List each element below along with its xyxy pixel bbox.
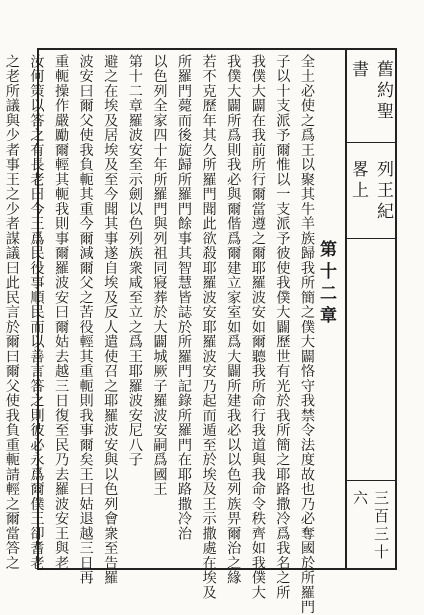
margin-header-column — [347, 48, 397, 570]
header-divider — [347, 480, 395, 481]
text-column: 之老所議與少者事王之少者謀議曰此民言於爾曰爾父使我負重軛請輕之爾當答之 — [3, 54, 20, 571]
text-column: 以色列全家四十年所羅門與列祖同寢葬於大闢城厥子羅波安嗣爲國王 — [151, 54, 168, 497]
page-number: 三百三十六 — [351, 490, 390, 562]
book-title: 舊約聖書 — [348, 60, 393, 123]
text-column: 波安曰爾父使我負軛其重今爾減爾父之苦役輕其重軛則我事爾矣王曰姑退越三日再 — [77, 54, 94, 585]
header-divider — [347, 238, 395, 239]
text-column: 避之在埃及居埃及至今聞其事遂自埃及反人遣使召之耶羅波安與以色列會衆至告羅 — [102, 54, 119, 585]
scripture-text — [3, 54, 319, 615]
section-title: 列王紀畧上 — [348, 160, 393, 223]
text-column: 我僕大闢在我前所行爾當遵之爾耶羅波安如爾聽我所命行我道與我命令秩齊如我僕大 — [249, 54, 266, 600]
main-text-frame — [3, 48, 347, 615]
text-column: 我僕大闢所爲則我必與爾偕爲爾建立家室如爲大闢所建我必以以色列族畀爾治之緣 — [225, 54, 242, 585]
text-column: 子以十支派予爾惟以一支派予彼使我僕大闢歷世有光於我所簡之耶路撒冷爲我名之所 — [274, 54, 291, 600]
chapter-heading: 第十二章 — [316, 240, 336, 328]
text-column: 第十二章羅波安至示劍以色列族衆咸至立之爲王耶羅波安尼八子 — [126, 54, 143, 467]
text-column: 若不克歷年其久所羅門聞此欲殺耶羅波安耶羅波安乃起而遁至於埃及王示撒處在埃及 — [200, 54, 217, 600]
text-column: 所羅門薨而後旋歸所羅門餘事其智慧皆誌於所羅門記錄所羅門在耶路撒冷治 — [176, 54, 193, 541]
text-column: 重軛操作嚴勵爾輕其軛我則事爾羅波安曰爾姑去越三日復至民乃去羅波安王與老 — [53, 54, 70, 571]
text-column: 全土必使之爲王以聚其牛羊族歸我所簡之僕大闢恪守我禁令法度故也乃必奪國於所羅門 — [299, 54, 315, 615]
header-divider — [347, 142, 395, 143]
text-column: 汝何策以答之有長老曰今王爲民役事順民而以善言答之則彼必永爲爾僕王卻耆老 — [28, 54, 45, 571]
